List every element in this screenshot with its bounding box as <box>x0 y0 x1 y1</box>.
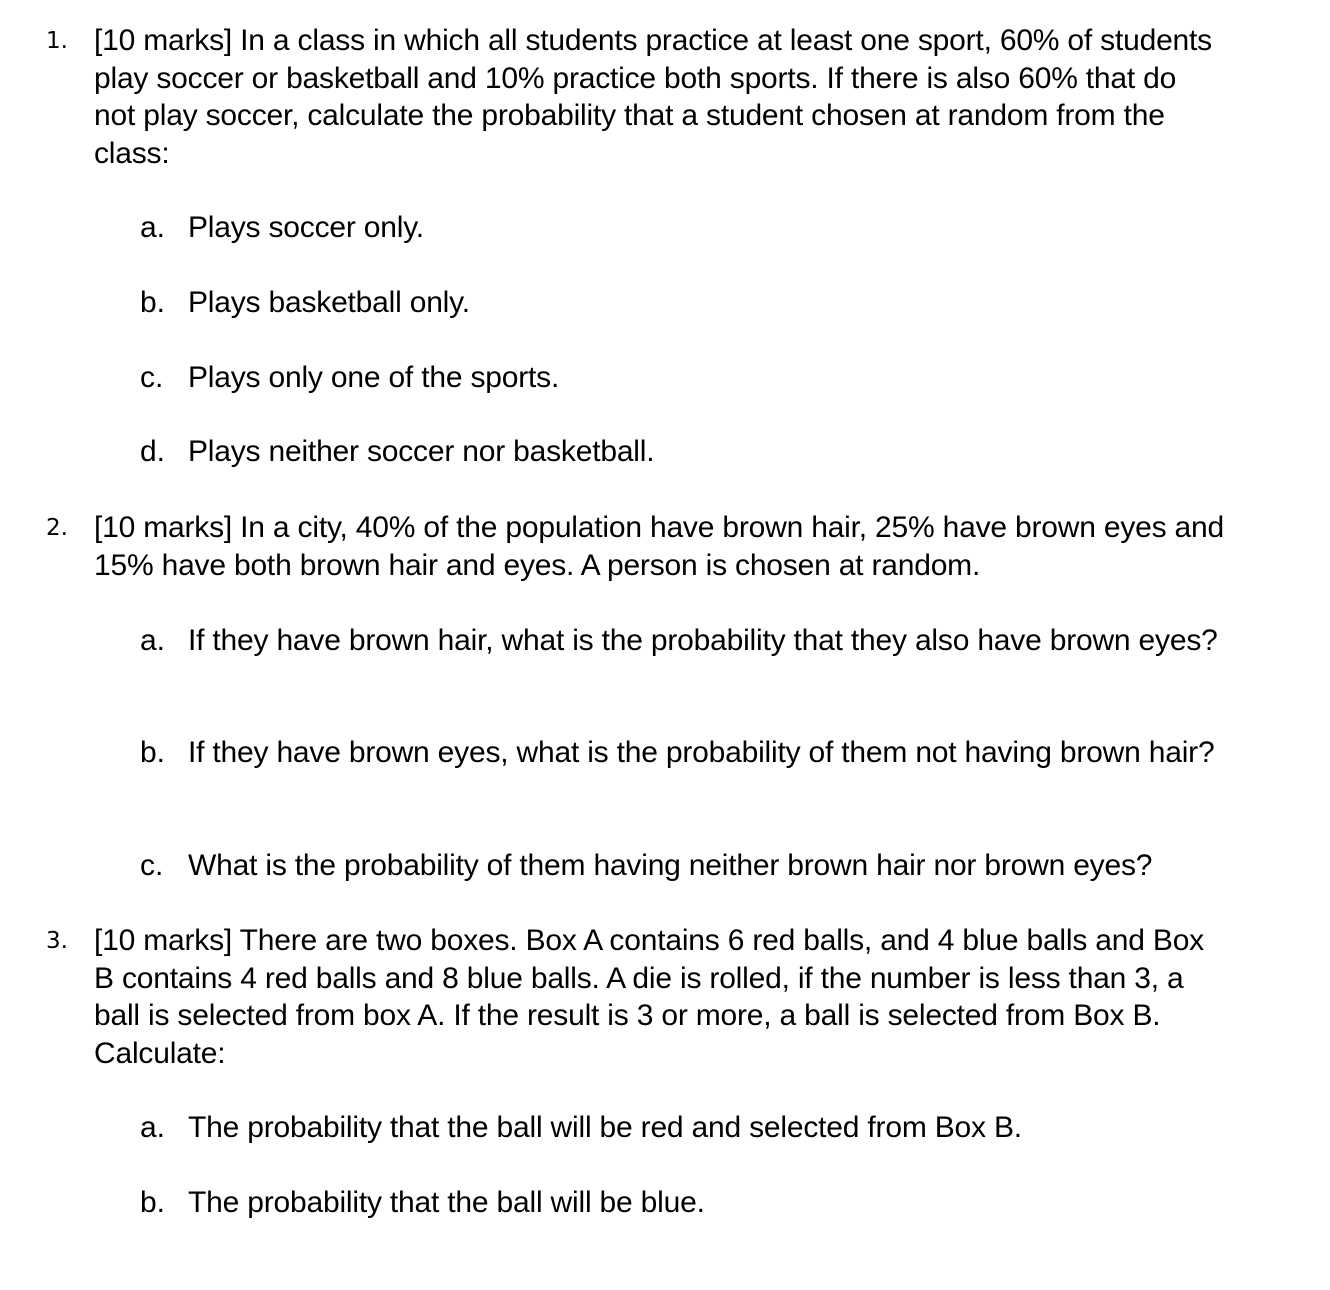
part-text: Plays soccer only. <box>188 211 424 244</box>
part-letter: b. <box>140 286 166 319</box>
question-number: 1. <box>46 28 68 54</box>
question-text: [10 marks] In a class in which all students practice at least one sport, 60% of students play soccer or basketball and 10% practice both sports. If there is also 60% that do not play soccer, calculate the probability that a student chosen at random from the class: <box>94 24 1212 170</box>
part-text: Plays neither soccer nor basketball. <box>188 435 655 468</box>
question-text: [10 marks] In a city, 40% of the population have brown hair, 25% have brown eyes and 15% have both brown hair and eyes. A person is chosen at random. <box>94 511 1224 582</box>
question-number: 2. <box>46 515 68 541</box>
part-text: If they have brown eyes, what is the probability of them not having brown hair? <box>188 736 1215 769</box>
part-letter: b. <box>140 1186 166 1219</box>
part-letter: c. <box>140 849 164 882</box>
part-text: What is the probability of them having neither brown hair nor brown eyes? <box>188 849 1153 882</box>
question-text: [10 marks] There are two boxes. Box A contains 6 red balls, and 4 blue balls and Box B contains 4 red balls and 8 blue balls. A die is rolled, if the number is less than 3, a ball is selected from box A. If the result is 3 or more, a ball is selected from Box B. Calculate: <box>94 924 1204 1070</box>
question-number: 3. <box>46 928 68 954</box>
part-letter: a. <box>140 1111 166 1144</box>
part-text: The probability that the ball will be red and selected from Box B. <box>188 1111 1022 1144</box>
part-letter: d. <box>140 435 166 468</box>
part-letter: c. <box>140 361 164 394</box>
part-letter: a. <box>140 624 166 657</box>
part-text: If they have brown hair, what is the probability that they also have brown eyes? <box>188 624 1218 657</box>
part-letter: a. <box>140 211 166 244</box>
part-text: The probability that the ball will be blue. <box>188 1186 705 1219</box>
part-letter: b. <box>140 736 166 769</box>
part-text: Plays basketball only. <box>188 286 470 319</box>
part-text: Plays only one of the sports. <box>188 361 560 394</box>
